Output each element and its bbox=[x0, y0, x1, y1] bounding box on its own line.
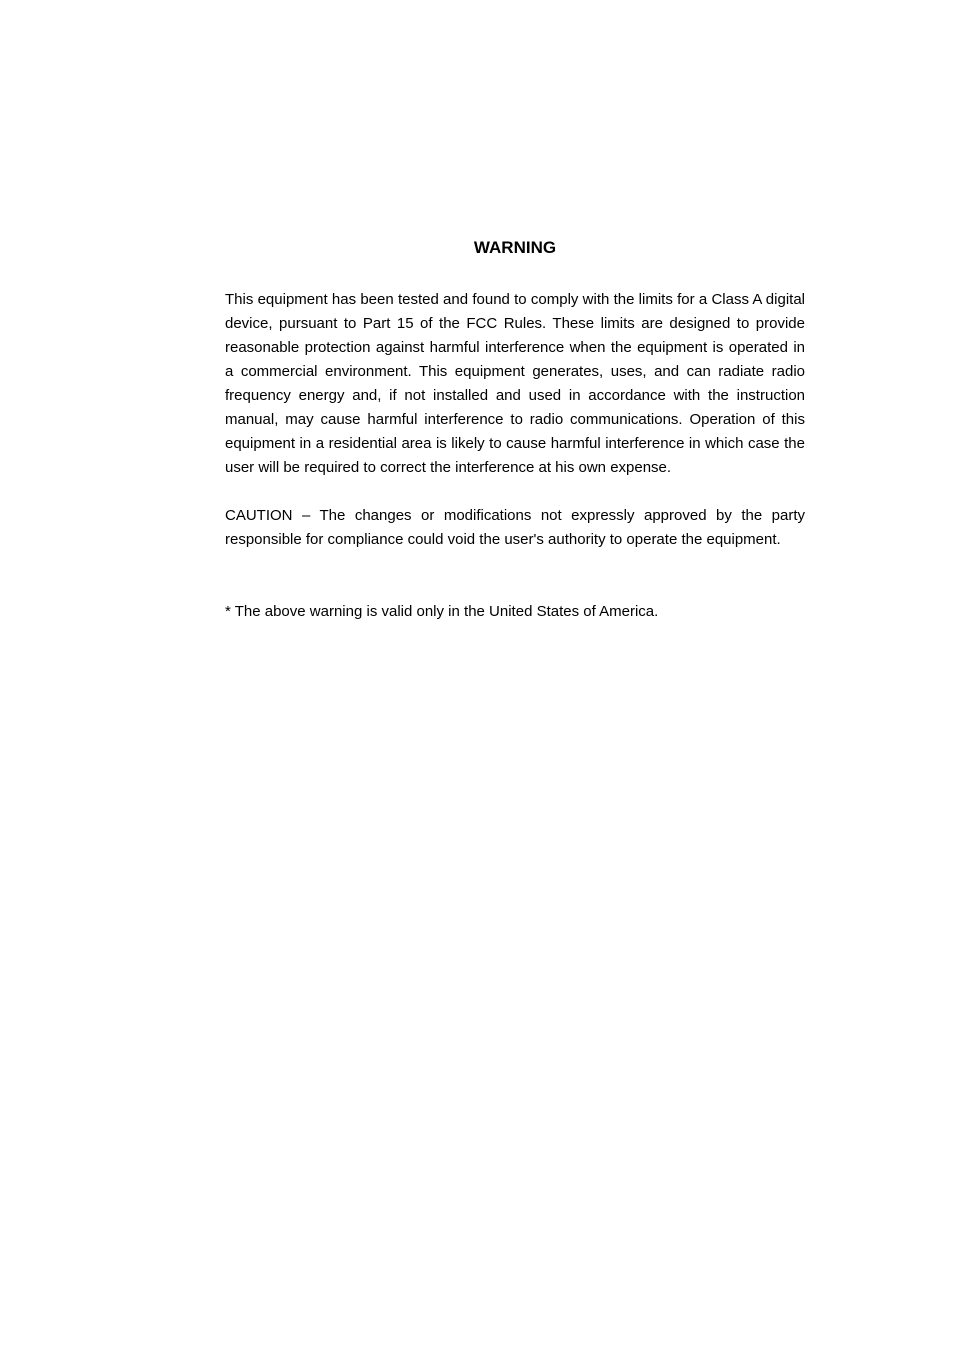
warning-section bbox=[225, 236, 805, 624]
page-title: WARNING bbox=[473, 238, 557, 257]
fcc-statement-paragraph: This equipment has been tested and found to comply with the limits for a Class A digital device, pursuant to Part 15 of the FCC Rules. These limits are designed to provide reasonable protection against harmful interference when the equipment is operated in a commercial environment. This equipment generates, uses, and can radiate radio frequency energy and, if not installed and used in accordance with the instruction manual, may cause harmful interference to radio communications. Operation of this equipment in a residential area is likely to cause harmful interference in which case the user will be required to correct the interference at his own expense. bbox=[225, 291, 805, 476]
validity-footnote: * The above warning is valid only in the United States of America. bbox=[225, 603, 659, 620]
caution-paragraph: CAUTION – The changes or modifications not expressly approved by the party responsible for compliance could void the user's authority to operate the equipment. bbox=[225, 507, 805, 548]
